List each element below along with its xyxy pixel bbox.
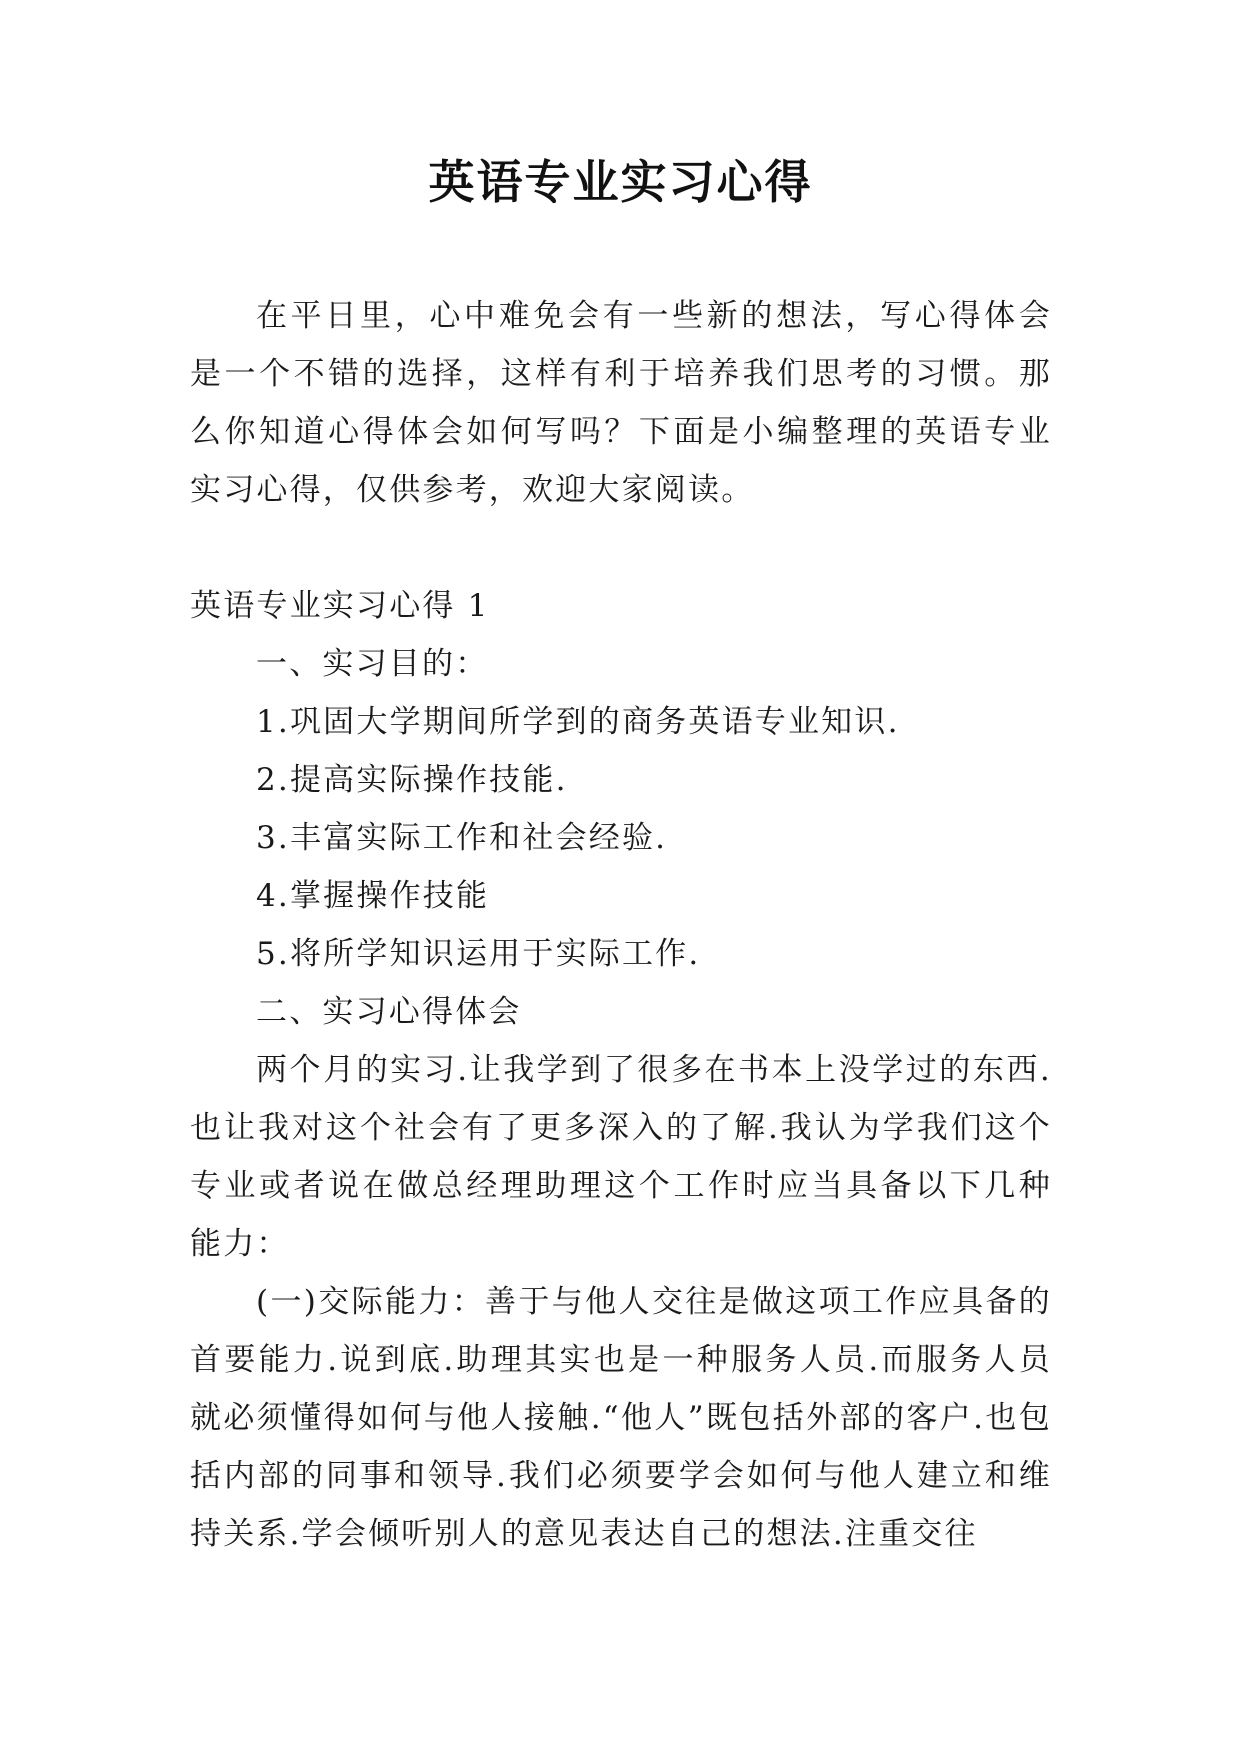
part2-heading: 二、实习心得体会 bbox=[256, 994, 522, 1030]
goal-item-3: 3.丰富实际工作和社会经验. bbox=[256, 820, 668, 856]
body-paragraph-1: 两个月的实习.让我学到了很多在书本上没学过的东西.也让我对这个社会有了更多深入的了解.我认为学我们这个专业或者说在做总经理助理这个工作时应当具备以下几种能力： bbox=[190, 1052, 1052, 1262]
part1-heading: 一、实习目的： bbox=[256, 646, 489, 682]
goal-item-4: 4.掌握操作技能 bbox=[256, 878, 490, 914]
section-heading: 英语专业实习心得 1 bbox=[190, 588, 490, 624]
document-title: 英语专业实习心得 bbox=[428, 155, 813, 209]
goal-item-1: 1.巩固大学期间所学到的商务英语专业知识. bbox=[256, 704, 900, 740]
paragraph-spacer bbox=[190, 519, 1052, 577]
document-body bbox=[190, 287, 1052, 1563]
goal-item-2: 2.提高实际操作技能. bbox=[256, 762, 568, 798]
intro-paragraph: 在平日里，心中难免会有一些新的想法，写心得体会是一个不错的选择，这样有利于培养我们思考的习惯。那么你知道心得体会如何写吗？下面是小编整理的英语专业实习心得，仅供参考，欢迎大家阅读。 bbox=[190, 298, 1052, 508]
body-paragraph-2: (一)交际能力：善于与他人交往是做这项工作应具备的首要能力.说到底.助理其实也是一种服务人员.而服务人员就必须懂得如何与他人接触.“他人”既包括外部的客户.也包括内部的同事和领导.我们必须要学会如何与他人建立和维持关系.学会倾听别人的意见表达自己的想法.注重交往 bbox=[190, 1284, 1052, 1552]
goal-item-5: 5.将所学知识运用于实际工作. bbox=[256, 936, 701, 972]
